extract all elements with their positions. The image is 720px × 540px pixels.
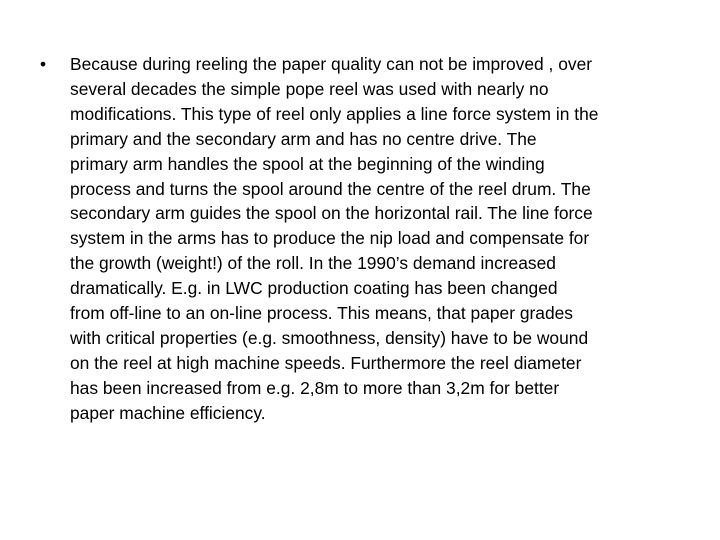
paragraph-line: the growth (weight!) of the roll. In the 1990’s demand increased (70, 253, 556, 274)
bullet-icon: • (40, 54, 47, 74)
paragraph-line: has been increased from e.g. 2,8m to more than 3,2m for better (70, 377, 560, 398)
paragraph-line: secondary arm guides the spool on the horizontal rail. The line force (70, 203, 593, 224)
paragraph-line: primary and the secondary arm and has no centre drive. The (70, 128, 537, 149)
bullet-list (40, 52, 690, 426)
paragraph-line: from off-line to an on-line process. This means, that paper grades (70, 303, 573, 324)
paragraph-line: system in the arms has to produce the nip load and compensate for (70, 228, 590, 249)
paragraph-line: dramatically. E.g. in LWC production coating has been changed (70, 278, 558, 299)
paragraph-line: with critical properties (e.g. smoothness, density) have to be wound (70, 327, 589, 348)
paragraph-line: paper machine efficiency. (70, 402, 266, 423)
paragraph-line: Because during reeling the paper quality can not be improved , over (70, 54, 593, 74)
paragraph-line: modifications. This type of reel only applies a line force system in the (70, 103, 599, 124)
paragraph-line: process and turns the spool around the centre of the reel drum. The (70, 178, 591, 199)
paragraph-line: primary arm handles the spool at the beginning of the winding (70, 153, 545, 174)
paragraph-line: on the reel at high machine speeds. Furthermore the reel diameter (70, 352, 582, 373)
paragraph-line: several decades the simple pope reel was used with nearly no (70, 78, 549, 99)
bullet-item (40, 52, 690, 426)
